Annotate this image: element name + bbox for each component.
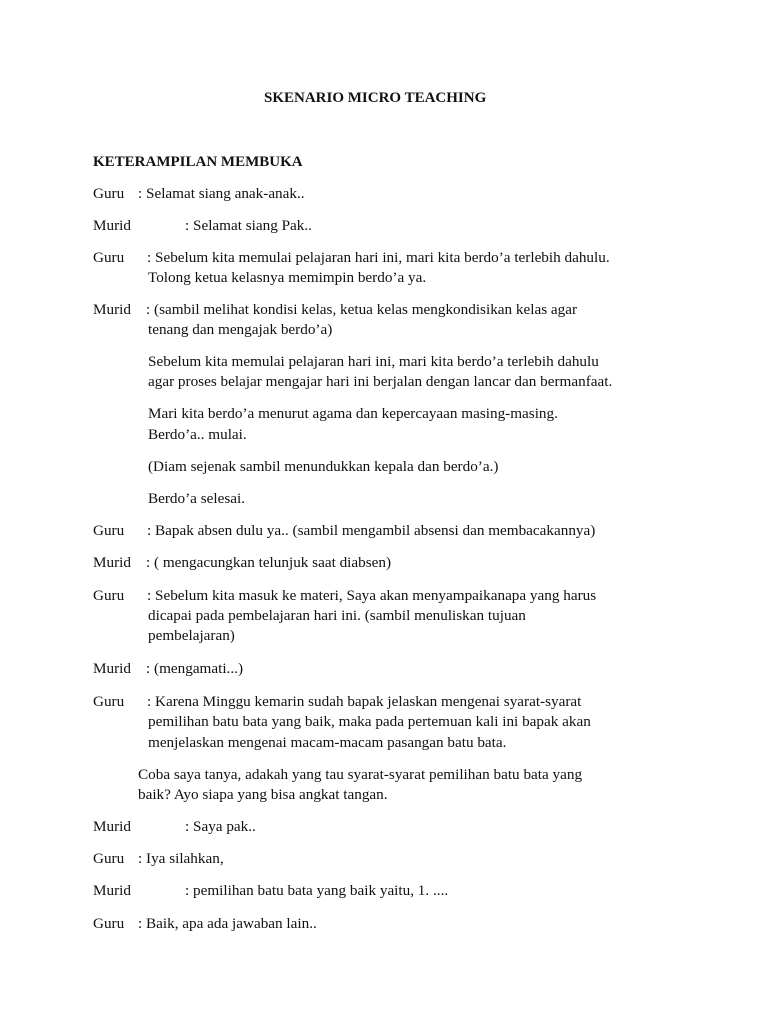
dialogue-text: : ( mengacungkan telunjuk saat diabsen) [146,554,392,571]
speaker-label: Guru [93,249,125,266]
dialogue-text: (Diam sejenak sambil menundukkan kepala dan berdo’a.) [148,458,499,475]
speaker-label: Murid [93,301,131,318]
dialogue-text: Tolong ketua kelasnya memimpin berdo’a ya. [148,269,427,286]
dialogue-text: Sebelum kita memulai pelajaran hari ini, mari kita berdo’a terlebih dahulu [148,353,599,370]
dialogue-text: : (mengamati...) [146,660,243,677]
speaker-label: Guru [93,915,125,932]
section-heading: KETERAMPILAN MEMBUKA [93,154,303,170]
speaker-label: Murid [93,818,131,835]
dialogue-text: : Saya pak.. [185,818,256,835]
dialogue-text: menjelaskan mengenai macam-macam pasangan batu bata. [148,734,507,751]
dialogue-text: : (sambil melihat kondisi kelas, ketua kelas mengkondisikan kelas agar [146,301,578,318]
dialogue-text: : Sebelum kita memulai pelajaran hari ini, mari kita berdo’a terlebih dahulu. [147,249,610,266]
dialogue-text: baik? Ayo siapa yang bisa angkat tangan. [138,786,388,803]
dialogue-text: Berdo’a.. mulai. [148,426,247,443]
speaker-label: Guru [93,587,125,604]
dialogue-text: : pemilihan batu bata yang baik yaitu, 1. .... [185,882,449,899]
speaker-label: Murid [93,882,131,899]
speaker-label: Guru [93,185,125,202]
speaker-label: Guru [93,522,125,539]
dialogue-text: : Iya silahkan, [138,850,224,867]
speaker-label: Murid [93,554,131,571]
speaker-label: Murid [93,217,131,234]
dialogue-text: Coba saya tanya, adakah yang tau syarat-syarat pemilihan batu bata yang [138,766,583,783]
dialogue-text: : Sebelum kita masuk ke materi, Saya akan menyampaikanapa yang harus [147,587,597,604]
dialogue-text: pembelajaran) [148,627,235,644]
dialogue-text: : Karena Minggu kemarin sudah bapak jelaskan mengenai syarat-syarat [147,693,582,710]
speaker-label: Murid [93,660,131,677]
speaker-label: Guru [93,850,125,867]
dialogue-text: : Baik, apa ada jawaban lain.. [138,915,317,932]
dialogue-text: tenang dan mengajak berdo’a) [148,321,333,338]
dialogue-text: agar proses belajar mengajar hari ini berjalan dengan lancar dan bermanfaat. [148,373,613,390]
dialogue-text: : Selamat siang anak-anak.. [138,185,305,202]
dialogue-text: : Selamat siang Pak.. [185,217,312,234]
dialogue-text: pemilihan batu bata yang baik, maka pada pertemuan kali ini bapak akan [148,713,591,730]
speaker-label: Guru [93,693,125,710]
dialogue-text: Berdo’a selesai. [148,490,245,507]
dialogue-text: Mari kita berdo’a menurut agama dan kepercayaan masing-masing. [148,405,558,422]
dialogue-text: dicapai pada pembelajaran hari ini. (sambil menuliskan tujuan [148,607,526,624]
document-title: SKENARIO MICRO TEACHING [264,90,487,106]
dialogue-text: : Bapak absen dulu ya.. (sambil mengambil absensi dan membacakannya) [147,522,596,539]
